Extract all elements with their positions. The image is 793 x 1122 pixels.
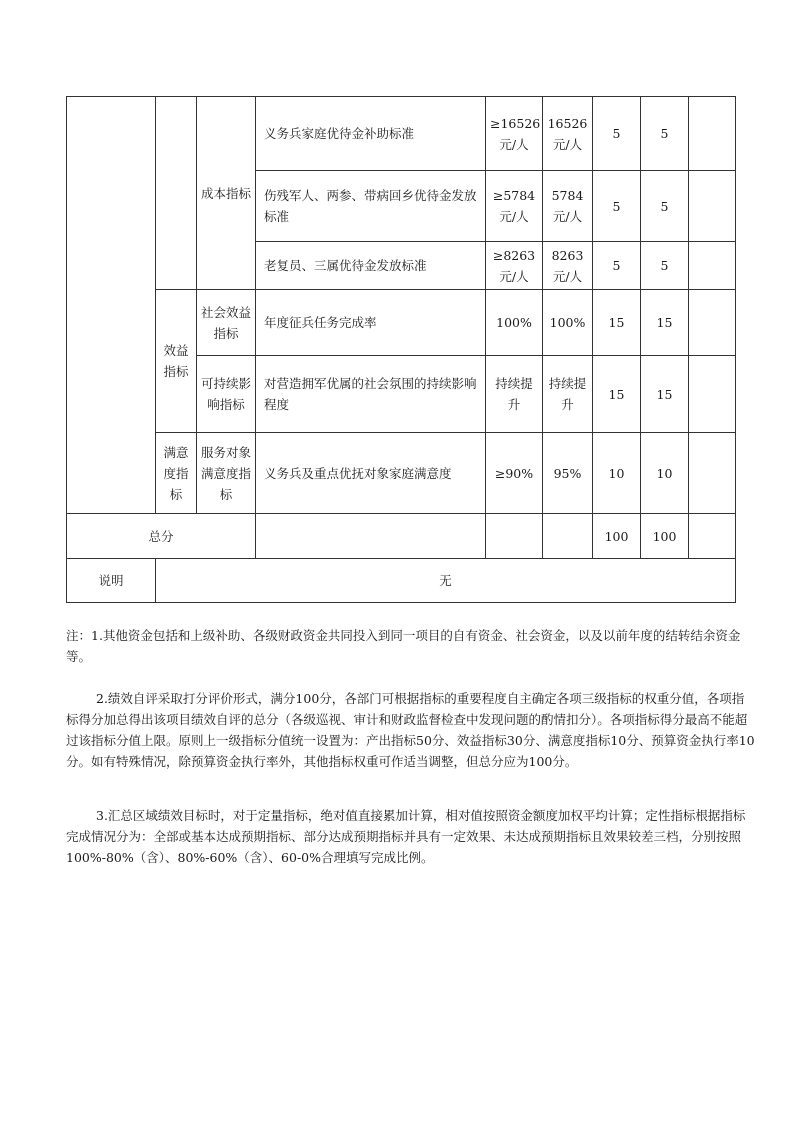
note-cell	[689, 171, 736, 242]
performance-table	[66, 96, 736, 603]
score-value: 5	[641, 97, 689, 171]
total-empty	[486, 514, 543, 559]
actual-value: 95%	[543, 433, 593, 514]
score-value: 5	[641, 242, 689, 290]
actual-value: 100%	[543, 290, 593, 356]
target-value: ≥90%	[486, 433, 543, 514]
total-weight: 100	[593, 514, 641, 559]
note-cell	[689, 97, 736, 171]
target-value: 100%	[486, 290, 543, 356]
weight-value: 5	[593, 242, 641, 290]
group-sustain: 可持续影响指标	[197, 356, 256, 433]
note-cell	[689, 356, 736, 433]
note-cell	[689, 242, 736, 290]
group-service: 服务对象满意度指标	[197, 433, 256, 514]
group-cost: 成本指标	[197, 97, 256, 290]
target-value: ≥16526元/人	[486, 97, 543, 171]
indicator-name: 义务兵及重点优抚对象家庭满意度	[256, 433, 486, 514]
weight-value: 15	[593, 290, 641, 356]
level1-cell	[67, 97, 156, 514]
indicator-name: 伤残军人、两参、带病回乡优待金发放标准	[256, 171, 486, 242]
note-1: 注：1.其他资金包括和上级补助、各级财政资金共同投入到同一项目的自有资金、社会资金，以及以前年度的结转结余资金等。	[66, 628, 741, 664]
weight-value: 10	[593, 433, 641, 514]
score-value: 5	[641, 171, 689, 242]
note-cell	[689, 433, 736, 514]
table-row	[67, 290, 736, 356]
explanation-row	[67, 559, 736, 603]
actual-value: 8263元/人	[543, 242, 593, 290]
note-2: 2.绩效自评采取打分评价形式，满分100分，各部门可根据指标的重要程度自主确定各项三级指标的权重分值，各项指标得分加总得出该项目绩效自评的总分（各级巡视、审计和财政监督检查中发现问题的酌情扣分）。各项指标得分最高不能超过该指标分值上限。原则上一级指标分值统一设置为：产出指标50分、效益指标30分、满意度指标10分、预算资金执行率10分。如有特殊情况，除预算资金执行率外，其他指标权重可作适当调整，但总分应为100分。	[66, 691, 755, 769]
weight-value: 5	[593, 97, 641, 171]
total-score: 100	[641, 514, 689, 559]
table-row	[67, 433, 736, 514]
weight-value: 15	[593, 356, 641, 433]
target-value: 持续提升	[486, 356, 543, 433]
total-label: 总分	[67, 514, 256, 559]
target-value: ≥5784元/人	[486, 171, 543, 242]
actual-value: 16526元/人	[543, 97, 593, 171]
score-value: 15	[641, 356, 689, 433]
indicator-name: 对营造拥军优属的社会氛围的持续影响程度	[256, 356, 486, 433]
group-empty-cell	[156, 97, 197, 290]
indicator-name: 义务兵家庭优待金补助标准	[256, 97, 486, 171]
score-value: 10	[641, 433, 689, 514]
note-3: 3.汇总区域绩效目标时，对于定量指标，绝对值直接累加计算，相对值按照资金额度加权平均计算；定性指标根据指标完成情况分为：全部或基本达成预期指标、部分达成预期指标并具有一定效果、未达成预期指标且效果较差三档，分别按照100%-80%（含）、80%-60%（含）、60-0%合理填写完成比例。	[66, 808, 746, 865]
group-satisfaction: 满意度指标	[156, 433, 197, 514]
score-value: 15	[641, 290, 689, 356]
indicator-name: 老复员、三属优待金发放标准	[256, 242, 486, 290]
explanation-value: 无	[156, 559, 736, 603]
group-social: 社会效益指标	[197, 290, 256, 356]
total-empty	[256, 514, 486, 559]
target-value: ≥8263元/人	[486, 242, 543, 290]
indicator-name: 年度征兵任务完成率	[256, 290, 486, 356]
weight-value: 5	[593, 171, 641, 242]
table-row	[67, 97, 736, 171]
note-cell	[689, 290, 736, 356]
total-row	[67, 514, 736, 559]
group-benefit: 效益指标	[156, 290, 197, 433]
explanation-label: 说明	[67, 559, 156, 603]
actual-value: 持续提升	[543, 356, 593, 433]
total-note	[689, 514, 736, 559]
total-empty	[543, 514, 593, 559]
actual-value: 5784元/人	[543, 171, 593, 242]
